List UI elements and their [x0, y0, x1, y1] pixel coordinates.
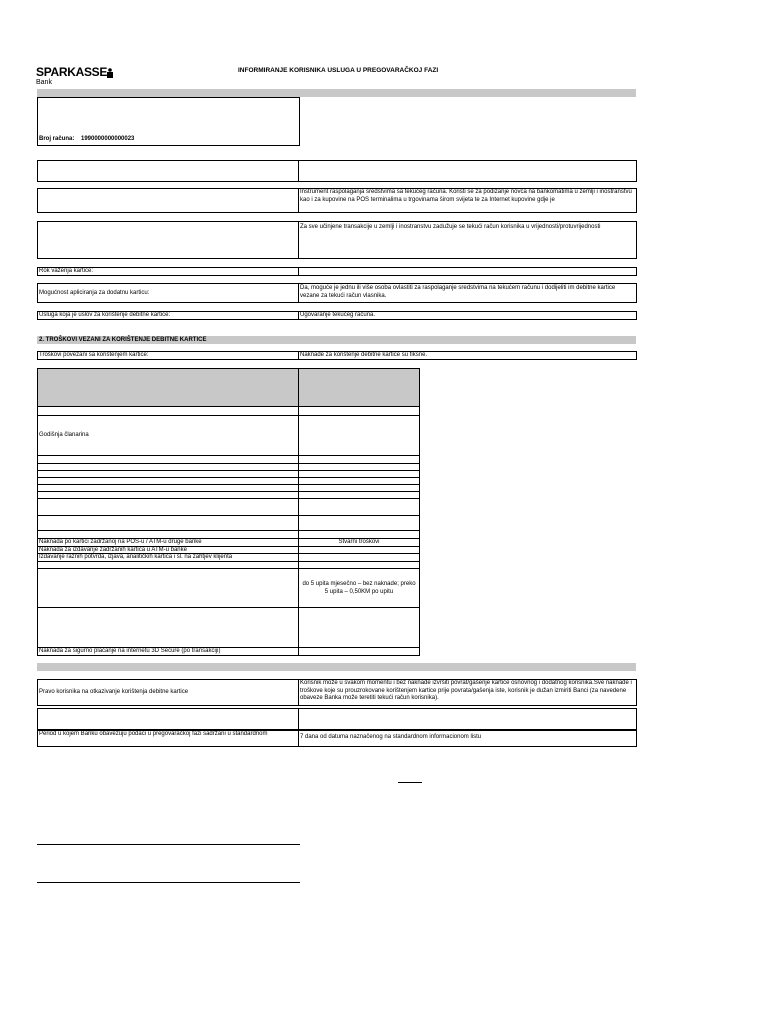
secure-fee-label: Naknada za sigurno plaćanje na internetu 3D Secure (po transakciji) — [39, 648, 221, 654]
account-box — [37, 97, 300, 146]
cancel-value: Korisnik može u svakom momentu i bez naknade izvršiti povrat/gašenje kartice osnovnog i dodatnog korisnika.Sve naknade i troškove koje su prouzrokovane korištenjem kartice prije povrata/gašenja iste, korisnik je dužan izmiriti Banci (za navedene obaveze Banka može teretiti tekući račun korisnika). — [300, 680, 632, 701]
logo-s-icon — [106, 66, 114, 77]
fee-certificates-label: Izdavanje raznih potvrda, izjava, analitičkih kartica i sl. na zahtjev klijenta — [39, 554, 233, 560]
account-label: Broj računa: — [39, 136, 75, 142]
header-bar — [37, 89, 636, 97]
costs-value: Naknade za korištenje debitne kartice su fiksne. — [300, 352, 428, 358]
empty-row-2 — [37, 708, 637, 730]
validity-label: Rok važenja kartice: — [39, 268, 94, 274]
card-use-text: Instrument raspolaganja sredstvima sa tekućeg računa. Koristi se za podizanje novca na bankomatima u zemlji i inostranstvu kao i za kupovine na POS terminalima u trgovinama širom svijeta te za Internet kupovine gdje je — [300, 189, 632, 203]
short-rule — [398, 782, 422, 783]
costs-label: Troškovi povezani sa korištenjem kartice: — [39, 352, 149, 358]
additional-card-value: Da, moguće je jednu ili više osoba ovlastiti za raspolaganje sredstvima na tekućem računu i dodijeliti im debitne kartice vezane za tekući račun vlasnika. — [300, 285, 616, 299]
logo-wordmark: SPARKASSE — [36, 65, 108, 79]
account-number: 1990000000000023 — [81, 136, 135, 142]
empty-row-box — [37, 160, 637, 182]
balance-inquiry-value: do 5 upita mjesečno – bez naknade; preko 5 upita – 0,50KM po upitu — [302, 581, 416, 595]
fees-table-header — [38, 369, 419, 406]
document-title: INFORMIRANJE KORISNIKA USLUGA U PREGOVARAČKOJ FAZI — [238, 67, 439, 74]
logo-subtext: Bank — [36, 79, 52, 86]
annual-fee-label: Godišnja članarina — [39, 432, 89, 438]
validity-row — [37, 267, 637, 276]
period-value: 7 dana od datuma naznačenog na standardnom informacionom listu — [300, 734, 482, 740]
period-label: Period u kojem Banku obavezuju podaci u pregovaračkoj fazi sadržani u standardnom — [39, 731, 268, 737]
cancel-label: Pravo korisnika na otkazivanje korištenja debitne kartice — [39, 689, 189, 695]
fees-table — [37, 368, 420, 656]
signature-line-1 — [37, 844, 300, 845]
debit-text: Za sve učinjene transakcije u zemlji i inostranstvu zadužuje se tekući račun korisnika u vrijednosti/protuvrijednosti — [300, 224, 601, 230]
fee-pos-atm-label: Naknada po kartici zadržanoj na POS-u / ATM-u druge banke — [39, 539, 202, 545]
section2-heading: 2. TROŠKOVI VEZANI ZA KORIŠTENJE DEBITNE KARTICE — [39, 337, 207, 343]
additional-card-label: Mogućnost apliciranja za dodatnu karticu: — [39, 290, 150, 296]
signature-line-2 — [37, 882, 300, 883]
fee-retained-label: Naknada za izdavanje zadržanih kartica u ATM-u banke — [39, 547, 187, 553]
condition-value: Ugovaranje tekućeg računa. — [300, 312, 376, 318]
fee-pos-atm-value: Stvarni troškovi — [338, 539, 380, 545]
sparkasse-logo — [36, 66, 107, 87]
section3-bar — [37, 663, 636, 671]
condition-label: Usluga koja je uslov za korištenje debitne kartice: — [39, 312, 171, 318]
